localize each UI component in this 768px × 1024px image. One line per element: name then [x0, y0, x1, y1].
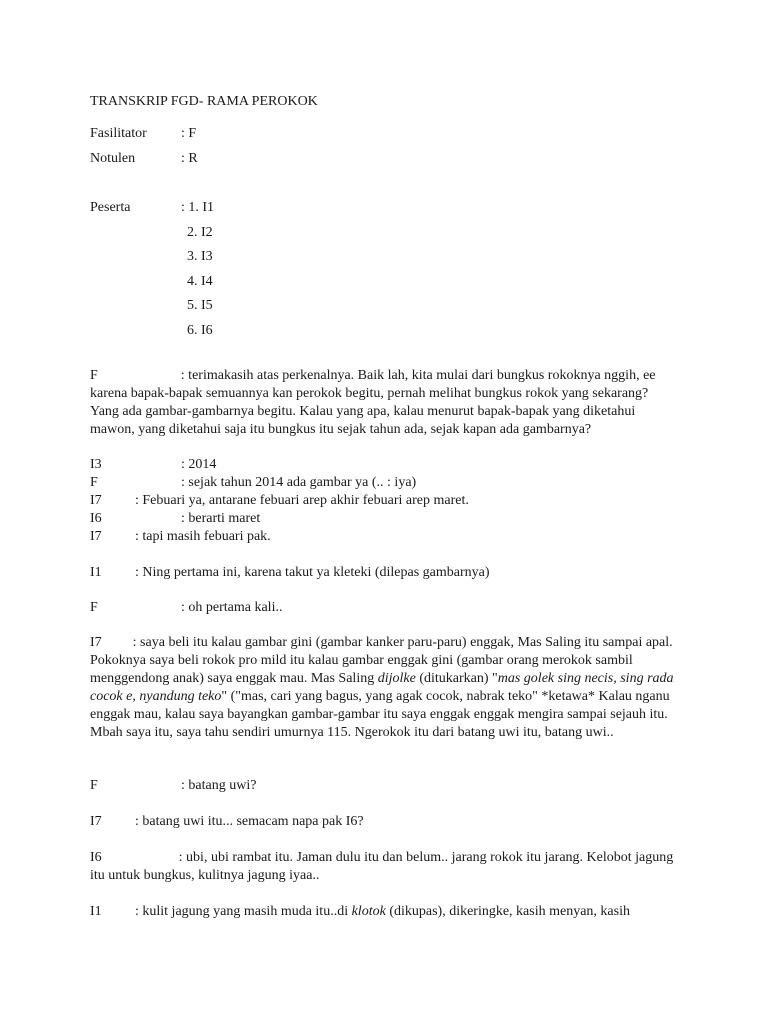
fasilitator-label: Fasilitator: [90, 126, 147, 141]
notulen-value: : R: [181, 151, 198, 166]
peserta-item: 3. I3: [187, 249, 213, 264]
dialog-text: (dikupas), dikeringke, kasih menyan, kasih: [385, 904, 630, 919]
dialog-italic: dijolke: [377, 671, 416, 686]
peserta-item: 4. I4: [187, 274, 213, 289]
dialog-text: : terimakasih atas perkenalnya. Baik lah, kita mulai dari bungkus rokoknya nggih, ee karena bapak-bapak semuannya kan perokok begitu, pernah melihat bungkus rokok yang sekarang? Yang ada gambar-gambarnya begitu. Kalau yang apa, kalau menurut bapak-bapak yang diketahui mawon, yang diketahui saja itu bungkus itu sejak tahun ada, sejak kapan ada gambarnya?: [90, 368, 656, 437]
speaker-label: F: [90, 475, 98, 490]
speaker-label: I7: [90, 635, 102, 650]
peserta-item: 6. I6: [187, 323, 213, 338]
dialog-italic: klotok: [351, 904, 386, 919]
peserta-item: 5. I5: [187, 298, 213, 313]
speaker-label: I1: [90, 565, 102, 580]
peserta-item: : 1. I1: [181, 200, 215, 215]
dialog-italic: mas golek sing necis, sing rada cocok e, nyandung teko: [90, 671, 674, 704]
speaker-label: F: [90, 778, 98, 793]
dialog-text: (ditukarkan) ": [415, 671, 498, 686]
speaker-label: I1: [90, 904, 102, 919]
speaker-label: I6: [90, 511, 102, 526]
fasilitator-value: : F: [181, 126, 197, 141]
speaker-label: I7: [90, 529, 102, 544]
dialog-entry: [90, 849, 680, 885]
speaker-label: I3: [90, 457, 102, 472]
peserta-label: Peserta: [90, 200, 131, 215]
dialog-text: : berarti maret: [181, 511, 261, 526]
dialog-text: " ("mas, cari yang bagus, yang agak cocok, nabrak teko" *ketawa* Kalau nganu enggak mau, kalau saya bayangkan gambar-gambar itu saya enggak enggak mengira sampai sejauh itu. Mbah saya itu, saya tahu sendiri umurnya 115. Ngerokok itu dari batang uwi itu, batang uwi..: [90, 689, 670, 740]
dialog-text: : saya beli itu kalau gambar gini (gambar kanker paru-paru) enggak, Mas Saling itu sampai apal. Pokoknya saya beli rokok pro mild itu kalau gambar enggak gini (gambar orang merokok sambil menggendong anak) saya enggak mau. Mas Saling: [90, 635, 673, 686]
dialog-text: : kulit jagung yang masih muda itu..di: [135, 904, 352, 919]
dialog-text: : Febuari ya, antarane febuari arep akhir febuari arep maret.: [135, 493, 469, 508]
dialog-text: : ubi, ubi rambat itu. Jaman dulu itu dan belum.. jarang rokok itu jarang. Kelobot jagung itu untuk bungkus, kulitnya jagung iyaa..: [90, 850, 674, 883]
speaker-label: F: [90, 368, 98, 383]
dialog-text: : batang uwi?: [181, 778, 257, 793]
dialog-text: : batang uwi itu... semacam napa pak I6?: [135, 814, 364, 829]
dialog-text: : 2014: [181, 457, 217, 472]
dialog-text: : tapi masih febuari pak.: [135, 529, 271, 544]
speaker-label: F: [90, 600, 98, 615]
peserta-item: 2. I2: [187, 225, 213, 240]
dialog-text: : Ning pertama ini, karena takut ya kleteki (dilepas gambarnya): [135, 565, 490, 580]
speaker-label: I7: [90, 493, 102, 508]
speaker-label: I6: [90, 850, 102, 865]
speaker-label: I7: [90, 814, 102, 829]
document-title: TRANSKRIP FGD- RAMA PEROKOK: [90, 94, 318, 109]
dialog-entry: [135, 904, 630, 920]
dialog-entry: [90, 634, 680, 742]
notulen-label: Notulen: [90, 151, 136, 166]
dialog-text: : sejak tahun 2014 ada gambar ya (.. : iya): [181, 475, 417, 490]
dialog-entry: [90, 367, 680, 439]
dialog-text: : oh pertama kali..: [181, 600, 283, 615]
